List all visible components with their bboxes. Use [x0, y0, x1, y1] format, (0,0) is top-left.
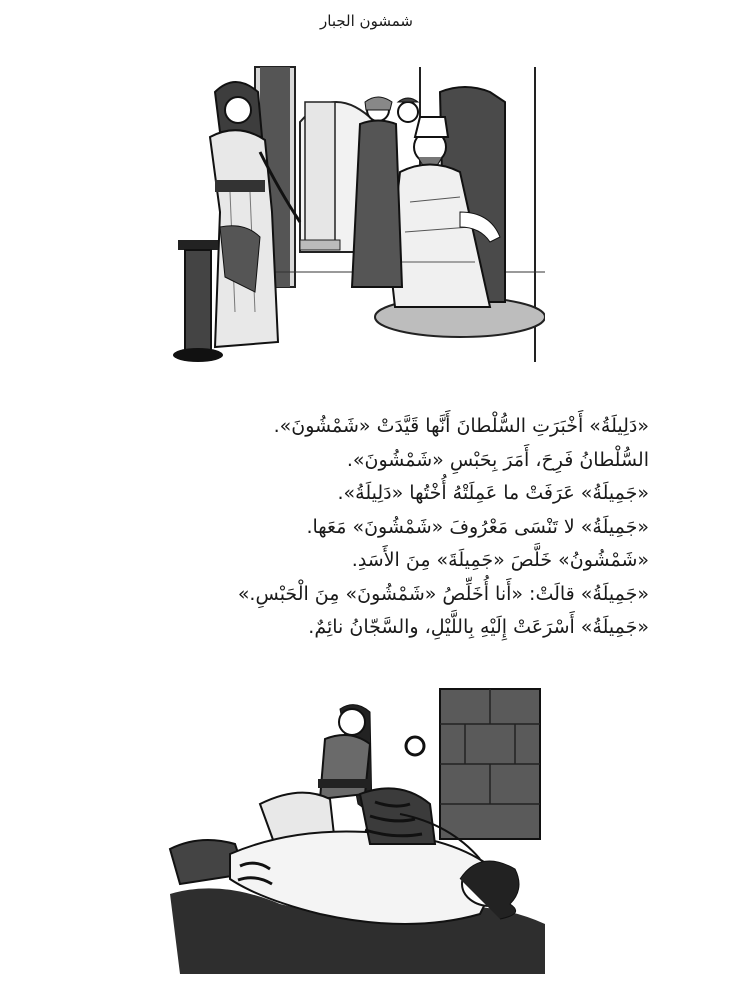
delilah-sultan-illustration [160, 62, 545, 372]
story-line: «شَمْشُونُ» خَلَّصَ «جَمِيلَةَ» مِنَ الأَسَدِ. [351, 549, 649, 571]
story-line: «جَمِيلَةُ» عَرَفَتْ ما عَمِلَتْهُ أُخْتُها «دَلِيلَةُ». [337, 482, 649, 504]
story-text [89, 410, 649, 645]
page-title: شمشون الجبار [320, 12, 413, 30]
story-line: «دَلِيلَةُ» أَخْبَرَتِ السُّلْطانَ أَنَّها قَيَّدَتْ «شَمْشُونَ». [273, 415, 649, 437]
story-line: «جَمِيلَةُ» أَسْرَعَتْ إِلَيْهِ بِاللَّيْلِ، والسَّجّانُ نائِمٌ. [308, 616, 649, 638]
jamila-samson-illustration [160, 684, 550, 984]
story-line: «جَمِيلَةُ» قالَتْ: «أَنا أُخَلِّصُ «شَمْشُونَ» مِنَ الْحَبْسِ.» [237, 582, 649, 605]
story-line: «جَمِيلَةُ» لا تَنْسَى مَعْرُوفَ «شَمْشُونَ» مَعَها. [306, 515, 649, 538]
story-line: السُّلْطانُ فَرِحَ، أَمَرَ بِحَبْسِ «شَمْشُونَ». [346, 448, 649, 471]
